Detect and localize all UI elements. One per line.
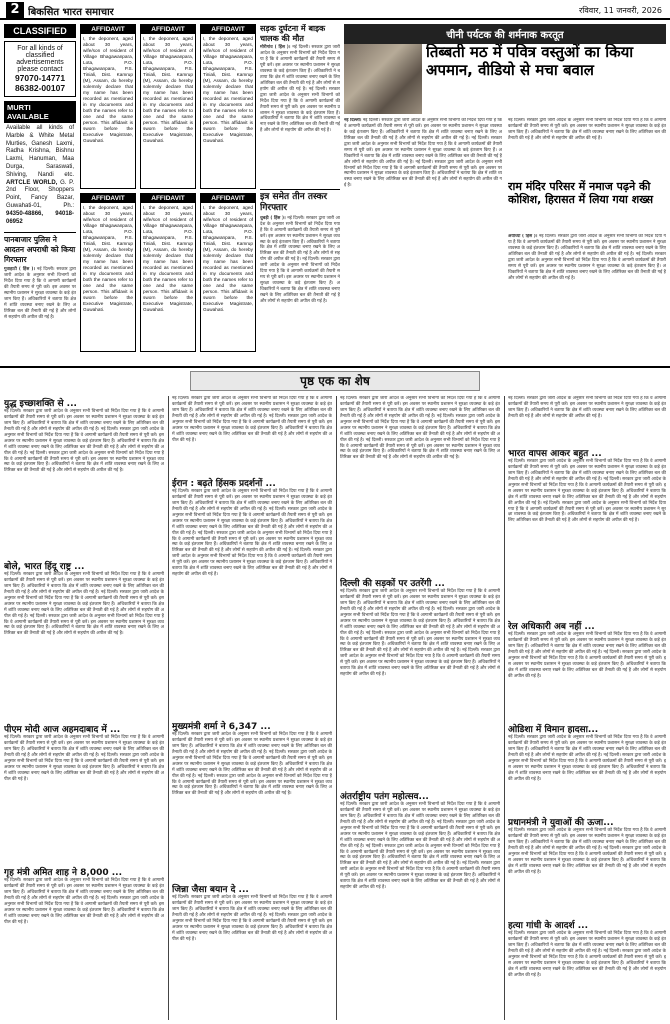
- body-text: नई दिल्ली। सरकार द्वारा जारी आदेश के अनुसार सभी विभागों को निर्देश दिया गया है कि वे आगामी कार्यक्रमों की तैयारी समय से पूरी करें। इस अवसर पर स्थानीय प्रशासन ने सुरक्षा व्यवस्था के कड़े इंतजाम किए हैं। अधिकारियों ने बताया कि क्षेत्र में शांति व्यवस्था बनाए रखने के लिए अतिरिक्त बल की तैनाती की गई है और लोगों से सहयोग की अपील की गई है।: [172, 548, 332, 578]
- affidavit-title: AFFIDAVIT: [201, 25, 255, 34]
- section-divider: [0, 366, 670, 368]
- ram-temple-body: [508, 234, 666, 360]
- middle-column: [260, 24, 340, 354]
- body-text: नई दिल्ली। सरकार द्वारा जारी आदेश के अनुसार सभी विभागों को निर्देश दिया गया है कि वे आगामी कार्यक्रमों की तैयारी समय से पूरी करें। इस अवसर पर स्थानीय प्रशासन ने सुरक्षा व्यवस्था के कड़े इंतजाम किए हैं। अधिकारियों ने बताया कि क्षेत्र में शांति व्यवस्था बनाए रखने के लिए अतिरिक्त बल की तैनाती की गई है और लोगों से सहयोग की अपील की गई है।: [4, 589, 164, 619]
- column-rule: [504, 396, 505, 1020]
- bottom-col-3: [340, 396, 500, 1020]
- continued-body-7: [172, 732, 332, 882]
- body-text: नई दिल्ली। सरकार द्वारा जारी आदेश के अनुसार सभी विभागों को निर्देश दिया गया है कि वे आगामी कार्यक्रमों की तैयारी समय से पूरी करें। इस अवसर पर स्थानीय प्रशासन ने सुरक्षा व्यवस्था के कड़े इंतजाम किए हैं। अधिकारियों ने बताया कि क्षेत्र में शांति व्यवस्था बनाए रखने के लिए अतिरिक्त बल की तैनाती की गई है और लोगों से सहयोग की अपील की गई है।: [4, 735, 164, 758]
- continued-headline-11: रेल अधिकारी अब नहीं ...: [508, 622, 595, 632]
- body-text: नई दिल्ली। सरकार द्वारा जारी आदेश के अनुसार सभी विभागों को निर्देश दिया गया है कि वे आगामी कार्यक्रमों की तैयारी समय से पूरी करें। इस अवसर पर स्थानीय प्रशासन ने सुरक्षा व्यवस्था के कड़े इंतजाम किए हैं। अधिकारियों ने बताया कि क्षेत्र में शांति व्यवस्था बनाए रखने के लिए अतिरिक्त बल की तैनाती की गई है और लोगों से सहयोग की अपील की गई है।: [508, 476, 666, 506]
- affidavit-title: AFFIDAVIT: [141, 194, 195, 203]
- affidavit-4: [80, 193, 136, 352]
- body-text: नई दिल्ली। सरकार द्वारा जारी आदेश के अनुसार सभी विभागों को निर्देश दिया गया है कि वे आगामी कार्यक्रमों की तैयारी समय से पूरी करें। इस अवसर पर स्थानीय प्रशासन ने सुरक्षा व्यवस्था के कड़े इंतजाम किए हैं। अधिकारियों ने बताया कि क्षेत्र में शांति व्यवस्था बनाए रखने के लिए अतिरिक्त बल की तैनाती की गई है और लोगों से सहयोग की अपील की गई है।: [508, 459, 666, 482]
- body-text: नई दिल्ली। सरकार द्वारा जारी आदेश के अनुसार सभी विभागों को निर्देश दिया गया है कि वे आगामी कार्यक्रमों की तैयारी समय से पूरी करें। इस अवसर पर स्थानीय प्रशासन ने सुरक्षा व्यवस्था के कड़े इंतजाम किए हैं। अधिकारियों ने बताया कि क्षेत्र में शांति व्यवस्था बनाए रखने के लिए अतिरिक्त बल की तैनाती की गई है और लोगों से सहयोग की अपील की गई है।: [260, 45, 340, 92]
- body-text: नई दिल्ली। सरकार द्वारा जारी आदेश के अनुसार सभी विभागों को निर्देश दिया गया है कि वे आगामी कार्यक्रमों की तैयारी समय से पूरी करें। इस अवसर पर स्थानीय प्रशासन ने सुरक्षा व्यवस्था के कड़े इंतजाम किए हैं। अधिकारियों ने बताया कि क्षेत्र में शांति व्यवस्था बनाए रखने के लिए अतिरिक्त बल की तैनाती की गई है और लोगों से सहयोग की अपील की गई है।: [172, 749, 332, 779]
- body-text: नई दिल्ली। सरकार द्वारा जारी आदेश के अनुसार सभी विभागों को निर्देश दिया गया है कि वे आगामी कार्यक्रमों की तैयारी समय से पूरी करें। इस अवसर पर स्थानीय प्रशासन ने सुरक्षा व्यवस्था के कड़े इंतजाम किए हैं। अधिकारियों ने बताया कि क्षेत्र में शांति व्यवस्था बनाए रखने के लिए अतिरिक्त बल की तैनाती की गई है और लोगों से सहयोग की अपील की गई है।: [344, 159, 502, 189]
- left-story-body: [4, 267, 76, 333]
- classified-phone-2[interactable]: 86382-00107: [14, 83, 66, 93]
- body-text: नई दिल्ली। सरकार द्वारा जारी आदेश के अनुसार सभी विभागों को निर्देश दिया गया है कि वे आगामी कार्यक्रमों की तैयारी समय से पूरी करें। इस अवसर पर स्थानीय प्रशासन ने सुरक्षा व्यवस्था के कड़े इंतजाम किए हैं। अधिकारियों ने बताया कि क्षेत्र में शांति व्यवस्था बनाए रखने के लिए अतिरिक्त बल की तैनाती की गई है और लोगों से सहयोग की अपील की गई है।: [172, 912, 332, 942]
- issue-date: रविवार, 11 जनवरी, 2026: [578, 6, 662, 15]
- body-text: नई दिल्ली। सरकार द्वारा जारी आदेश के अनुसार सभी विभागों को निर्देश दिया गया है कि वे आगामी कार्यक्रमों की तैयारी समय से पूरी करें। इस अवसर पर स्थानीय प्रशासन ने सुरक्षा व्यवस्था के कड़े इंतजाम किए हैं। अधिकारियों ने बताया कि क्षेत्र में शांति व्यवस्था बनाए रखने के लिए अतिरिक्त बल की तैनाती की गई है और लोगों से सहयोग की अपील की गई है।: [508, 845, 666, 875]
- body-text: नई दिल्ली। सरकार द्वारा जारी आदेश के अनुसार सभी विभागों को निर्देश दिया गया है कि वे आगामी कार्यक्रमों की तैयारी समय से पूरी करें। इस अवसर पर स्थानीय प्रशासन ने सुरक्षा व्यवस्था के कड़े इंतजाम किए हैं। अधिकारियों ने बताया कि क्षेत्र में शांति व्यवस्था बनाए रखने के लिए अतिरिक्त बल की तैनाती की गई है और लोगों से सहयोग की अपील की गई है।: [172, 396, 332, 419]
- body-text: नई दिल्ली। सरकार द्वारा जारी आदेश के अनुसार सभी विभागों को निर्देश दिया गया है कि वे आगामी कार्यक्रमों की तैयारी समय से पूरी करें। इस अवसर पर स्थानीय प्रशासन ने सुरक्षा व्यवस्था के कड़े इंतजाम किए हैं। अधिकारियों ने बताया कि क्षेत्र में शांति व्यवस्था बनाए रखने के लिए अतिरिक्त बल की तैनाती की गई है और लोगों से सहयोग की अपील की गई है।: [344, 118, 502, 141]
- lead-photo: [344, 44, 422, 114]
- continued-headline-2: बोले, भारत हिंदू राष्ट्र ...: [4, 562, 85, 572]
- ram-temple-dateline: अयोध्या ( हिंस )।: [508, 234, 538, 239]
- affidavit-2: [140, 24, 196, 189]
- affidavit-title: AFFIDAVIT: [141, 25, 195, 34]
- lead-body-col1: [344, 118, 502, 298]
- body-text: नई दिल्ली। सरकार द्वारा जारी आदेश के अनुसार सभी विभागों को निर्देश दिया गया है कि वे आगामी कार्यक्रमों की तैयारी समय से पूरी करें। इस अवसर पर स्थानीय प्रशासन ने सुरक्षा व्यवस्था के कड़े इंतजाम किए हैं। अधिकारियों ने बताया कि क्षेत्र में शांति व्यवस्था बनाए रखने के लिए अतिरिक्त बल की तैनाती की गई है और लोगों से सहयोग की अपील की गई है।: [340, 843, 500, 867]
- body-text: नई दिल्ली। सरकार द्वारा जारी आदेश के अनुसार सभी विभागों को निर्देश दिया गया है कि वे आगामी कार्यक्रमों की तैयारी समय से पूरी करें। इस अवसर पर स्थानीय प्रशासन ने सुरक्षा व्यवस्था के कड़े इंतजाम किए हैं। अधिकारियों ने बताया कि क्षेत्र में शांति व्यवस्था बनाए रखने के लिए अतिरिक्त बल की तैनाती की गई है और लोगों से सहयोग की अपील की गई है।: [508, 500, 666, 524]
- continued-body-6: [172, 489, 332, 719]
- continued-headline-12: ओडिशा में विमान हादसा...: [508, 725, 599, 735]
- affidavit-body: I, the deponent, aged about 30 years, wife/son of resident of Village Bhagawanpara, Lota, P.O. Bhagawanpara, P.S. Tiniali, Dist. Kamrup (M), Assam, do hereby solemnly declare that my name has been recorded as mentioned in my documents and both the names refer to one and the same person. This affidavit is sworn before the Executive Magistrate, Guwahati.: [143, 36, 193, 144]
- body-text: नई दिल्ली। सरकार द्वारा जारी आदेश के अनुसार सभी विभागों को निर्देश दिया गया है कि वे आगामी कार्यक्रमों की तैयारी समय से पूरी करें। इस अवसर पर स्थानीय प्रशासन ने सुरक्षा व्यवस्था के कड़े इंतजाम किए हैं। अधिकारियों ने बताया कि क्षेत्र में शांति व्यवस्था बनाए रखने के लिए अतिरिक्त बल की तैनाती की गई है और लोगों से सहयोग की अपील की गई है।: [508, 931, 666, 954]
- bottom-col-2: [172, 396, 332, 1020]
- continued-headline-10: भारत वापस आकर बहुत ...: [508, 449, 602, 459]
- body-text: नई दिल्ली। सरकार द्वारा जारी आदेश के अनुसार सभी विभागों को निर्देश दिया गया है कि वे आगामी कार्यक्रमों की तैयारी समय से पूरी करें। इस अवसर पर स्थानीय प्रशासन ने सुरक्षा व्यवस्था के कड़े इंतजाम किए हैं। अधिकारियों ने बताया कि क्षेत्र में शांति व्यवस्था बनाए रखने के लिए अतिरिक्त बल की तैनाती की गई है और लोगों से सहयोग की अपील की गई है।: [508, 118, 666, 141]
- continued-body-14: [508, 632, 666, 722]
- body-text: नई दिल्ली। सरकार द्वारा जारी आदेश के अनुसार सभी विभागों को निर्देश दिया गया है कि वे आगामी कार्यक्रमों की तैयारी समय से पूरी करें। इस अवसर पर स्थानीय प्रशासन ने सुरक्षा व्यवस्था के कड़े इंतजाम किए हैं। अधिकारियों ने बताया कि क्षेत्र में शांति व्यवस्था बनाए रखने के लिए अतिरिक्त बल की तैनाती की गई है और लोगों से सहयोग की अपील की गई है।: [172, 489, 332, 512]
- left-story-headline: पानबाजार पुलिस ने आदतन अपराधी को किया गिरफ्तार: [4, 232, 76, 265]
- murti-text: [4, 123, 76, 228]
- body-text: नई दिल्ली। सरकार द्वारा जारी आदेश के अनुसार सभी विभागों को निर्देश दिया गया है कि वे आगामी कार्यक्रमों की तैयारी समय से पूरी करें। इस अवसर पर स्थानीय प्रशासन ने सुरक्षा व्यवस्था के कड़े इंतजाम किए हैं। अधिकारियों ने बताया कि क्षेत्र में शांति व्यवस्था बनाए रखने के लिए अतिरिक्त बल की तैनाती की गई है और लोगों से सहयोग की अपील की गई है।: [172, 506, 332, 536]
- continued-body-8: [172, 895, 332, 1005]
- continued-headline-7: जिन्ना जैसा बयान दे ...: [172, 885, 249, 895]
- body-text: नई दिल्ली। सरकार द्वारा जारी आदेश के अनुसार सभी विभागों को निर्देश दिया गया है कि वे आगामी कार्यक्रमों की तैयारी समय से पूरी करें। इस अवसर पर स्थानीय प्रशासन ने सुरक्षा व्यवस्था के कड़े इंतजाम किए हैं। अधिकारियों ने बताया कि क्षेत्र में शांति व्यवस्था बनाए रखने के लिए अतिरिक्त बल की तैनाती की गई है और लोगों से सहयोग की अपील की गई है।: [508, 396, 666, 419]
- body-text: नई दिल्ली। सरकार द्वारा जारी आदेश के अनुसार सभी विभागों को निर्देश दिया गया है कि वे आगामी कार्यक्रमों की तैयारी समय से पूरी करें। इस अवसर पर स्थानीय प्रशासन ने सुरक्षा व्यवस्था के कड़े इंतजाम किए हैं। अधिकारियों ने बताया कि क्षेत्र में शांति व्यवस्था बनाए रखने के लिए अतिरिक्त बल की तैनाती की गई है और लोगों से सहयोग की अपील की गई है।: [508, 649, 666, 679]
- bike-accident-headline: सड़क दुर्घटना में बाइक चालक की मौत: [260, 24, 326, 43]
- bike-accident-dateline: मोरीगांव ( हिंस )।: [260, 45, 291, 51]
- smugglers-dateline: धुबड़ी ( हिंस )।: [260, 215, 286, 221]
- continued-body-12: [508, 396, 666, 446]
- smugglers-body: [260, 216, 340, 346]
- body-text: नई दिल्ली। सरकार द्वारा जारी आदेश के अनुसार सभी विभागों को निर्देश दिया गया है कि वे आगामी कार्यक्रमों की तैयारी समय से पूरी करें। इस अवसर पर स्थानीय प्रशासन ने सुरक्षा व्यवस्था के कड़े इंतजाम किए हैं। अधिकारियों ने बताया कि क्षेत्र में शांति व्यवस्था बनाए रखने के लिए अतिरिक्त बल की तैनाती की गई है और लोगों से सहयोग की अपील की गई है।: [172, 895, 332, 918]
- column-rule: [168, 396, 169, 1020]
- continued-body-9: [340, 396, 500, 576]
- continued-body-16: [508, 828, 666, 918]
- classified-box: [4, 41, 76, 97]
- murti-heading: MURTI AVAILABLE: [4, 101, 76, 123]
- body-text: नई दिल्ली। सरकार द्वारा जारी आदेश के अनुसार सभी विभागों को निर्देश दिया गया है कि वे आगामी कार्यक्रमों की तैयारी समय से पूरी करें। इस अवसर पर स्थानीय प्रशासन ने सुरक्षा व्यवस्था के कड़े इंतजाम किए हैं। अधिकारियों ने बताया कि क्षेत्र में शांति व्यवस्था बनाए रखने के लिए अतिरिक्त बल की तैनाती की गई है और लोगों से सहयोग की अपील की गई है।: [4, 409, 164, 432]
- continued-body-11: [340, 802, 500, 1012]
- bottom-col-4: [508, 396, 666, 1020]
- continued-body-17: [508, 931, 666, 1001]
- classified-column: [4, 24, 76, 354]
- affidavit-body: I, the deponent, aged about 30 years, wife/son of resident of Village Bhagawanpara, Lota, P.O. Bhagawanpara, P.S. Tiniali, Dist. Kamrup (M), Assam, do hereby solemnly declare that my name has been recorded as mentioned in my documents and both the names refer to one and the same person. This affidavit is sworn before the Executive Magistrate, Guwahati.: [83, 205, 133, 313]
- body-text: नई दिल्ली। सरकार द्वारा जारी आदेश के अनुसार सभी विभागों को निर्देश दिया गया है कि वे आगामी कार्यक्रमों की तैयारी समय से पूरी करें। इस अवसर पर स्थानीय प्रशासन ने सुरक्षा व्यवस्था के कड़े इंतजाम किए हैं। अधिकारियों ने बताया कि क्षेत्र में शांति व्यवस्था बनाए रखने के लिए अतिरिक्त बल की तैनाती की गई है और लोगों से सहयोग की अपील की गई है।: [4, 450, 164, 474]
- body-text: नई दिल्ली। सरकार द्वारा जारी आदेश के अनुसार सभी विभागों को निर्देश दिया गया है कि वे आगामी कार्यक्रमों की तैयारी समय से पूरी करें। इस अवसर पर स्थानीय प्रशासन ने सुरक्षा व्यवस्था के कड़े इंतजाम किए हैं। अधिकारियों ने बताया कि क्षेत्र में शांति व्यवस्था बनाए रखने के लिए अतिरिक्त बल की तैनाती की गई है और लोगों से सहयोग की अपील की गई है।: [340, 861, 500, 891]
- body-text: नई दिल्ली। सरकार द्वारा जारी आदेश के अनुसार सभी विभागों को निर्देश दिया गया है कि वे आगामी कार्यक्रमों की तैयारी समय से पूरी करें। इस अवसर पर स्थानीय प्रशासन ने सुरक्षा व्यवस्था के कड़े इंतजाम किए हैं। अधिकारियों ने बताया कि क्षेत्र में शांति व्यवस्था बनाए रखने के लिए अतिरिक्त बल की तैनाती की गई है और लोगों से सहयोग की अपील की गई है।: [4, 572, 164, 595]
- continued-body-10: [340, 589, 500, 789]
- body-text: नई दिल्ली। सरकार द्वारा जारी आदेश के अनुसार सभी विभागों को निर्देश दिया गया है कि वे आगामी कार्यक्रमों की तैयारी समय से पूरी करें। इस अवसर पर स्थानीय प्रशासन ने सुरक्षा व्यवस्था के कड़े इंतजाम किए हैं। अधिकारियों ने बताया कि क्षेत्र में शांति व्यवस्था बनाए रखने के लिए अतिरिक्त बल की तैनाती की गई है और लोगों से सहयोग की अपील की गई है।: [4, 267, 76, 320]
- body-text: नई दिल्ली। सरकार द्वारा जारी आदेश के अनुसार सभी विभागों को निर्देश दिया गया है कि वे आगामी कार्यक्रमों की तैयारी समय से पूरी करें। इस अवसर पर स्थानीय प्रशासन ने सुरक्षा व्यवस्था के कड़े इंतजाम किए हैं। अधिकारियों ने बताया कि क्षेत्र में शांति व्यवस्था बनाए रखने के लिए अतिरिक्त बल की तैनाती की गई है और लोगों से सहयोग की अपील की गई है।: [260, 215, 340, 263]
- continued-body-1: [4, 409, 164, 559]
- affidavit-body: I, the deponent, aged about 30 years, wife/son of resident of Village Bhagawanpara, Lota, P.O. Bhagawanpara, P.S. Tiniali, Dist. Kamrup (M), Assam, do hereby solemnly declare that my name has been recorded as mentioned in my documents and both the names refer to one and the same person. This affidavit is sworn before the Executive Magistrate, Guwahati.: [203, 205, 253, 313]
- body-text: नई दिल्ली। सरकार द्वारा जारी आदेश के अनुसार सभी विभागों को निर्देश दिया गया है कि वे आगामी कार्यक्रमों की तैयारी समय से पूरी करें। इस अवसर पर स्थानीय प्रशासन ने सुरक्षा व्यवस्था के कड़े इंतजाम किए हैं। अधिकारियों ने बताया कि क्षेत्र में शांति व्यवस्था बनाए रखने के लिए अतिरिक्त बल की तैनाती की गई है और लोगों से सहयोग की अपील की गई है।: [172, 732, 332, 755]
- masthead: [0, 0, 670, 20]
- continued-headline-8: दिल्ली की सड़कों पर उतरेंगी ...: [340, 579, 445, 589]
- page-number: 2: [6, 2, 24, 18]
- body-text: नई दिल्ली। सरकार द्वारा जारी आदेश के अनुसार सभी विभागों को निर्देश दिया गया है कि वे आगामी कार्यक्रमों की तैयारी समय से पूरी करें। इस अवसर पर स्थानीय प्रशासन ने सुरक्षा व्यवस्था के कड़े इंतजाम किए हैं। अधिकारियों ने बताया कि क्षेत्र में शांति व्यवस्था बनाए रखने के लिए अतिरिक्त बल की तैनाती की गई है और लोगों से सहयोग की अपील की गई है।: [508, 752, 666, 782]
- bike-accident-body: [260, 45, 340, 185]
- body-text: नई दिल्ली। सरकार द्वारा जारी आदेश के अनुसार सभी विभागों को निर्देश दिया गया है कि वे आगामी कार्यक्रमों की तैयारी समय से पूरी करें। इस अवसर पर स्थानीय प्रशासन ने सुरक्षा व्यवस्था के कड़े इंतजाम किए हैं। अधिकारियों ने बताया कि क्षेत्र में शांति व्यवस्था बनाए रखने के लिए अतिरिक्त बल की तैनाती की गई है और लोगों से सहयोग की अपील की गई है।: [340, 648, 500, 678]
- body-text: नई दिल्ली। सरकार द्वारा जारी आदेश के अनुसार सभी विभागों को निर्देश दिया गया है कि वे आगामी कार्यक्रमों की तैयारी समय से पूरी करें। इस अवसर पर स्थानीय प्रशासन ने सुरक्षा व्यवस्था के कड़े इंतजाम किए हैं। अधिकारियों ने बताया कि क्षेत्र में शांति व्यवस्था बनाए रखने के लिए अतिरिक्त बल की तैनाती की गई है और लोगों से सहयोग की अपील की गई है।: [340, 437, 500, 461]
- affidavit-5: [140, 193, 196, 352]
- body-text: नई दिल्ली। सरकार द्वारा जारी आदेश के अनुसार सभी विभागों को निर्देश दिया गया है कि वे आगामी कार्यक्रमों की तैयारी समय से पूरी करें। इस अवसर पर स्थानीय प्रशासन ने सुरक्षा व्यवस्था के कड़े इंतजाम किए हैं। अधिकारियों ने बताया कि क्षेत्र में शांति व्यवस्था बनाए रखने के लिए अतिरिक्त बल की तैनाती की गई है और लोगों से सहयोग की अपील की गई है।: [260, 257, 340, 304]
- continued-body-13: [508, 459, 666, 619]
- affidavit-body: I, the deponent, aged about 30 years, wife/son of resident of Village Bhagawanpara, Lota, P.O. Bhagawanpara, P.S. Tiniali, Dist. Kamrup (M), Assam, do hereby solemnly declare that my name has been recorded as mentioned in my documents and both the names refer to one and the same person. This affidavit is sworn before the Executive Magistrate, Guwahati.: [83, 36, 133, 144]
- continued-headline-4: गृह मंत्री अमित शाह ने 8,000 ...: [4, 868, 122, 878]
- continued-body-5: [172, 396, 332, 476]
- affidavit-6: [200, 193, 256, 352]
- body-text: नई दिल्ली। सरकार द्वारा जारी आदेश के अनुसार सभी विभागों को निर्देश दिया गया है कि वे आगामी कार्यक्रमों की तैयारी समय से पूरी करें। इस अवसर पर स्थानीय प्रशासन ने सुरक्षा व्यवस्था के कड़े इंतजाम किए हैं। अधिकारियों ने बताया कि क्षेत्र में शांति व्यवस्था बनाए रखने के लिए अतिरिक्त बल की तैनाती की गई है और लोगों से सहयोग की अपील की गई है।: [340, 396, 500, 419]
- body-text: नई दिल्ली। सरकार द्वारा जारी आदेश के अनुसार सभी विभागों को निर्देश दिया गया है कि वे आगामी कार्यक्रमों की तैयारी समय से पूरी करें। इस अवसर पर स्थानीय प्रशासन ने सुरक्षा व्यवस्था के कड़े इंतजाम किए हैं। अधिकारियों ने बताया कि क्षेत्र में शांति व्यवस्था बनाए रखने के लिए अतिरिक्त बल की तैनाती की गई है और लोगों से सहयोग की अपील की गई है।: [340, 606, 500, 636]
- continued-headline-6: मुख्यमंत्री शर्मा ने 6,347 ...: [172, 722, 271, 732]
- paper-name: बिकसित भारत समाचार: [28, 7, 114, 18]
- smugglers-headline: इत्र समेत तीन तस्कर गिरफ्तार: [260, 189, 340, 214]
- murti-brand: ARTCLE WORLD,: [6, 179, 58, 186]
- affidavit-body: I, the deponent, aged about 30 years, wife/son of resident of Village Bhagawanpara, Lota, P.O. Bhagawanpara, P.S. Tiniali, Dist. Kamrup (M), Assam, do hereby solemnly declare that my name has been recorded as mentioned in my documents and both the names refer to one and the same person. This affidavit is sworn before the Executive Magistrate, Guwahati.: [203, 36, 253, 144]
- body-text: नई दिल्ली। सरकार द्वारा जारी आदेश के अनुसार सभी विभागों को निर्देश दिया गया है कि वे आगामी कार्यक्रमों की तैयारी समय से पूरी करें। इस अवसर पर स्थानीय प्रशासन ने सुरक्षा व्यवस्था के कड़े इंतजाम किए हैं। अधिकारियों ने बताया कि क्षेत्र में शांति व्यवस्था बनाए रखने के लिए अतिरिक्त बल की तैनाती की गई है और लोगों से सहयोग की अपील की गई है।: [340, 819, 500, 849]
- continued-headline-9: अंतर्राष्ट्रीय पतंग महोत्सव...: [340, 792, 429, 802]
- continued-headline-3: पीएम मोदी आज अहमदाबाद में ...: [4, 725, 121, 735]
- body-text: नई दिल्ली। सरकार द्वारा जारी आदेश के अनुसार सभी विभागों को निर्देश दिया गया है कि वे आगामी कार्यक्रमों की तैयारी समय से पूरी करें। इस अवसर पर स्थानीय प्रशासन ने सुरक्षा व्यवस्था के कड़े इंतजाम किए हैं। अधिकारियों ने बताया कि क्षेत्र में शांति व्यवस्था बनाए रखने के लिए अतिरिक्त बल की तैनाती की गई है और लोगों से सहयोग की अपील की गई है।: [4, 613, 164, 637]
- ram-temple-headline: राम मंदिर परिसर में नमाज पढ़ने की कोशिश, हिरासत में लिया गया शख्स: [508, 180, 654, 207]
- body-text: नई दिल्ली। सरकार द्वारा जारी आदेश के अनुसार सभी विभागों को निर्देश दिया गया है कि वे आगामी कार्यक्रमों की तैयारी समय से पूरी करें। इस अवसर पर स्थानीय प्रशासन ने सुरक्षा व्यवस्था के कड़े इंतजाम किए हैं। अधिकारियों ने बताया कि क्षेत्र में शांति व्यवस्था बनाए रखने के लिए अतिरिक्त बल की तैनाती की गई है और लोगों से सहयोग की अपील की गई है।: [340, 413, 500, 443]
- body-text: नई दिल्ली। सरकार द्वारा जारी आदेश के अनुसार सभी विभागों को निर्देश दिया गया है कि वे आगामी कार्यक्रमों की तैयारी समय से पूरी करें। इस अवसर पर स्थानीय प्रशासन ने सुरक्षा व्यवस्था के कड़े इंतजाम किए हैं। अधिकारियों ने बताया कि क्षेत्र में शांति व्यवस्था बनाए रखने के लिए अतिरिक्त बल की तैनाती की गई है और लोगों से सहयोग की अपील की गई है।: [260, 86, 340, 134]
- continued-banner: पृष्ठ एक का शेष: [190, 371, 480, 391]
- body-text: नई दिल्ली। सरकार द्वारा जारी आदेश के अनुसार सभी विभागों को निर्देश दिया गया है कि वे आगामी कार्यक्रमों की तैयारी समय से पूरी करें। इस अवसर पर स्थानीय प्रशासन ने सुरक्षा व्यवस्था के कड़े इंतजाम किए हैं। अधिकारियों ने बताया कि क्षेत्र में शांति व्यवस्था बनाए रखने के लिए अतिरिक्त बल की तैनाती की गई है और लोगों से सहयोग की अपील की गई है।: [508, 948, 666, 978]
- body-text: नई दिल्ली। सरकार द्वारा जारी आदेश के अनुसार सभी विभागों को निर्देश दिया गया है कि वे आगामी कार्यक्रमों की तैयारी समय से पूरी करें। इस अवसर पर स्थानीय प्रशासन ने सुरक्षा व्यवस्था के कड़े इंतजाम किए हैं। अधिकारियों ने बताया कि क्षेत्र में शांति व्यवस्था बनाए रखने के लिए अतिरिक्त बल की तैनाती की गई है और लोगों से सहयोग की अपील की गई है।: [172, 530, 332, 554]
- continued-headline-5: ईरान : बढ़ते हिंसक प्रदर्शनों ...: [172, 479, 276, 489]
- affidavit-title: AFFIDAVIT: [81, 25, 135, 34]
- body-text: नई दिल्ली। सरकार द्वारा जारी आदेश के अनुसार सभी विभागों को निर्देश दिया गया है कि वे आगामी कार्यक्रमों की तैयारी समय से पूरी करें। इस अवसर पर स्थानीय प्रशासन ने सुरक्षा व्यवस्था के कड़े इंतजाम किए हैं। अधिकारियों ने बताया कि क्षेत्र में शांति व्यवस्था बनाए रखने के लिए अतिरिक्त बल की तैनाती की गई है और लोगों से सहयोग की अपील की गई है।: [4, 895, 164, 925]
- continued-headline-1: युद्ध इच्छाशक्ति से ...: [4, 399, 77, 409]
- body-text: नई दिल्ली। सरकार द्वारा जारी आदेश के अनुसार सभी विभागों को निर्देश दिया गया है कि वे आगामी कार्यक्रमों की तैयारी समय से पूरी करें। इस अवसर पर स्थानीय प्रशासन ने सुरक्षा व्यवस्था के कड़े इंतजाम किए हैं। अधिकारियों ने बताया कि क्षेत्र में शांति व्यवस्था बनाए रखने के लिए अतिरिक्त बल की तैनाती की गई है और लोगों से सहयोग की अपील की गई है।: [508, 828, 666, 851]
- affidavit-body: I, the deponent, aged about 30 years, wife/son of resident of Village Bhagawanpara, Lota, P.O. Bhagawanpara, P.S. Tiniali, Dist. Kamrup (M), Assam, do hereby solemnly declare that my name has been recorded as mentioned in my documents and both the names refer to one and the same person. This affidavit is sworn before the Executive Magistrate, Guwahati.: [143, 205, 193, 313]
- affidavit-grid: [80, 24, 256, 354]
- continued-body-3: [4, 735, 164, 865]
- continued-body-15: [508, 735, 666, 815]
- affidavit-title: AFFIDAVIT: [201, 194, 255, 203]
- body-text: नई दिल्ली। सरकार द्वारा जारी आदेश के अनुसार सभी विभागों को निर्देश दिया गया है कि वे आगामी कार्यक्रमों की तैयारी समय से पूरी करें। इस अवसर पर स्थानीय प्रशासन ने सुरक्षा व्यवस्था के कड़े इंतजाम किए हैं। अधिकारियों ने बताया कि क्षेत्र में शांति व्यवस्था बनाए रखने के लिए अतिरिक्त बल की तैनाती की गई है और लोगों से सहयोग की अपील की गई है।: [172, 773, 332, 797]
- body-text: नई दिल्ली। सरकार द्वारा जारी आदेश के अनुसार सभी विभागों को निर्देश दिया गया है कि वे आगामी कार्यक्रमों की तैयारी समय से पूरी करें। इस अवसर पर स्थानीय प्रशासन ने सुरक्षा व्यवस्था के कड़े इंतजाम किए हैं। अधिकारियों ने बताया कि क्षेत्र में शांति व्यवस्था बनाए रखने के लिए अतिरिक्त बल की तैनाती की गई है और लोगों से सहयोग की अपील की गई है।: [4, 752, 164, 782]
- continued-headline-14: हत्या गांधी के आदर्श ...: [508, 921, 589, 931]
- murti-description: Available all kinds of Marble & White Metal Murties, Ganesh Laxmi, Radha Krishna, Bishnu Laxmi, Hanuman, Maa Durga, Saraswati, Shiving, Nandi etc.: [6, 125, 74, 178]
- murti-address: G. P. 2nd Floor, Shoppers Point, Fancy Bazar, Guwahati-01, Ph.:: [6, 179, 74, 209]
- body-text: नई दिल्ली। सरकार द्वारा जारी आदेश के अनुसार सभी विभागों को निर्देश दिया गया है कि वे आगामी कार्यक्रमों की तैयारी समय से पूरी करें। इस अवसर पर स्थानीय प्रशासन ने सुरक्षा व्यवस्था के कड़े इंतजाम किए हैं। अधिकारियों ने बताया कि क्षेत्र में शांति व्यवस्था बनाए रखने के लिए अतिरिक्त बल की तैनाती की गई है और लोगों से सहयोग की अपील की गई है।: [4, 426, 164, 456]
- continued-body-2: [4, 572, 164, 722]
- affidavit-3: [200, 24, 256, 189]
- continued-body-4: [4, 878, 164, 998]
- affidavit-title: AFFIDAVIT: [81, 194, 135, 203]
- lead-headline: तिब्बती मठ में पवित्र वस्तुओं का किया अपमान, वीडियो से मचा बवाल: [426, 44, 634, 79]
- body-text: नई दिल्ली। सरकार द्वारा जारी आदेश के अनुसार सभी विभागों को निर्देश दिया गया है कि वे आगामी कार्यक्रमों की तैयारी समय से पूरी करें। इस अवसर पर स्थानीय प्रशासन ने सुरक्षा व्यवस्था के कड़े इंतजाम किए हैं। अधिकारियों ने बताया कि क्षेत्र में शांति व्यवस्था बनाए रखने के लिए अतिरिक्त बल की तैनाती की गई है और लोगों से सहयोग की अपील की गई है।: [172, 413, 332, 443]
- murti-phones: 94350-48866, 94018-06952: [6, 210, 74, 225]
- lead-story: [344, 24, 666, 364]
- column-rule: [336, 396, 337, 1020]
- body-text: नई दिल्ली। सरकार द्वारा जारी आदेश के अनुसार सभी विभागों को निर्देश दिया गया है कि वे आगामी कार्यक्रमों की तैयारी समय से पूरी करें। इस अवसर पर स्थानीय प्रशासन ने सुरक्षा व्यवस्था के कड़े इंतजाम किए हैं। अधिकारियों ने बताया कि क्षेत्र में शांति व्यवस्था बनाए रखने के लिए अतिरिक्त बल की तैनाती की गई है और लोगों से सहयोग की अपील की गई है।: [344, 135, 502, 165]
- classified-heading: CLASSIFIED: [4, 24, 76, 38]
- body-text: नई दिल्ली। सरकार द्वारा जारी आदेश के अनुसार सभी विभागों को निर्देश दिया गया है कि वे आगामी कार्यक्रमों की तैयारी समय से पूरी करें। इस अवसर पर स्थानीय प्रशासन ने सुरक्षा व्यवस्था के कड़े इंतजाम किए हैं। अधिकारियों ने बताया कि क्षेत्र में शांति व्यवस्था बनाए रखने के लिए अतिरिक्त बल की तैनाती की गई है और लोगों से सहयोग की अपील की गई है।: [508, 251, 666, 281]
- body-text: नई दिल्ली। सरकार द्वारा जारी आदेश के अनुसार सभी विभागों को निर्देश दिया गया है कि वे आगामी कार्यक्रमों की तैयारी समय से पूरी करें। इस अवसर पर स्थानीय प्रशासन ने सुरक्षा व्यवस्था के कड़े इंतजाम किए हैं। अधिकारियों ने बताया कि क्षेत्र में शांति व्यवस्था बनाए रखने के लिए अतिरिक्त बल की तैनाती की गई है और लोगों से सहयोग की अपील की गई है।: [4, 878, 164, 901]
- lead-kicker: चीनी पर्यटक की शर्मनाक करतूत: [344, 24, 666, 44]
- body-text: नई दिल्ली। सरकार द्वारा जारी आदेश के अनुसार सभी विभागों को निर्देश दिया गया है कि वे आगामी कार्यक्रमों की तैयारी समय से पूरी करें। इस अवसर पर स्थानीय प्रशासन ने सुरक्षा व्यवस्था के कड़े इंतजाम किए हैं। अधिकारियों ने बताया कि क्षेत्र में शांति व्यवस्था बनाए रखने के लिए अतिरिक्त बल की तैनाती की गई है और लोगों से सहयोग की अपील की गई है।: [508, 735, 666, 758]
- body-text: नई दिल्ली। सरकार द्वारा जारी आदेश के अनुसार सभी विभागों को निर्देश दिया गया है कि वे आगामी कार्यक्रमों की तैयारी समय से पूरी करें। इस अवसर पर स्थानीय प्रशासन ने सुरक्षा व्यवस्था के कड़े इंतजाम किए हैं। अधिकारियों ने बताया कि क्षेत्र में शांति व्यवस्था बनाए रखने के लिए अतिरिक्त बल की तैनाती की गई है और लोगों से सहयोग की अपील की गई है।: [340, 802, 500, 825]
- left-story-dateline: गुवाहाटी ( हिंस )।: [4, 267, 36, 273]
- classified-box-text: For all kinds of classified advertisements please contact: [16, 45, 64, 73]
- body-text: नई दिल्ली। सरकार द्वारा जारी आदेश के अनुसार सभी विभागों को निर्देश दिया गया है कि वे आगामी कार्यक्रमों की तैयारी समय से पूरी करें। इस अवसर पर स्थानीय प्रशासन ने सुरक्षा व्यवस्था के कड़े इंतजाम किए हैं। अधिकारियों ने बताया कि क्षेत्र में शांति व्यवस्था बनाए रखने के लिए अतिरिक्त बल की तैनाती की गई है और लोगों से सहयोग की अपील की गई है।: [340, 630, 500, 654]
- lead-body-col2: [508, 118, 666, 178]
- lead-dateline: नई दिल्ली।: [344, 118, 362, 123]
- continued-headline-13: प्रधानमंत्री ने युवाओं की ऊजा...: [508, 818, 614, 828]
- body-text: नई दिल्ली। सरकार द्वारा जारी आदेश के अनुसार सभी विभागों को निर्देश दिया गया है कि वे आगामी कार्यक्रमों की तैयारी समय से पूरी करें। इस अवसर पर स्थानीय प्रशासन ने सुरक्षा व्यवस्था के कड़े इंतजाम किए हैं। अधिकारियों ने बताया कि क्षेत्र में शांति व्यवस्था बनाए रखने के लिए अतिरिक्त बल की तैनाती की गई है और लोगों से सहयोग की अपील की गई है।: [340, 589, 500, 612]
- body-text: नई दिल्ली। सरकार द्वारा जारी आदेश के अनुसार सभी विभागों को निर्देश दिया गया है कि वे आगामी कार्यक्रमों की तैयारी समय से पूरी करें। इस अवसर पर स्थानीय प्रशासन ने सुरक्षा व्यवस्था के कड़े इंतजाम किए हैं। अधिकारियों ने बताया कि क्षेत्र में शांति व्यवस्था बनाए रखने के लिए अतिरिक्त बल की तैनाती की गई है और लोगों से सहयोग की अपील की गई है।: [508, 234, 666, 257]
- classified-phone-1[interactable]: 97070-14771: [14, 73, 66, 83]
- body-text: नई दिल्ली। सरकार द्वारा जारी आदेश के अनुसार सभी विभागों को निर्देश दिया गया है कि वे आगामी कार्यक्रमों की तैयारी समय से पूरी करें। इस अवसर पर स्थानीय प्रशासन ने सुरक्षा व्यवस्था के कड़े इंतजाम किए हैं। अधिकारियों ने बताया कि क्षेत्र में शांति व्यवस्था बनाए रखने के लिए अतिरिक्त बल की तैनाती की गई है और लोगों से सहयोग की अपील की गई है।: [508, 632, 666, 655]
- bottom-col-1: [4, 396, 164, 1020]
- affidavit-1: [80, 24, 136, 189]
